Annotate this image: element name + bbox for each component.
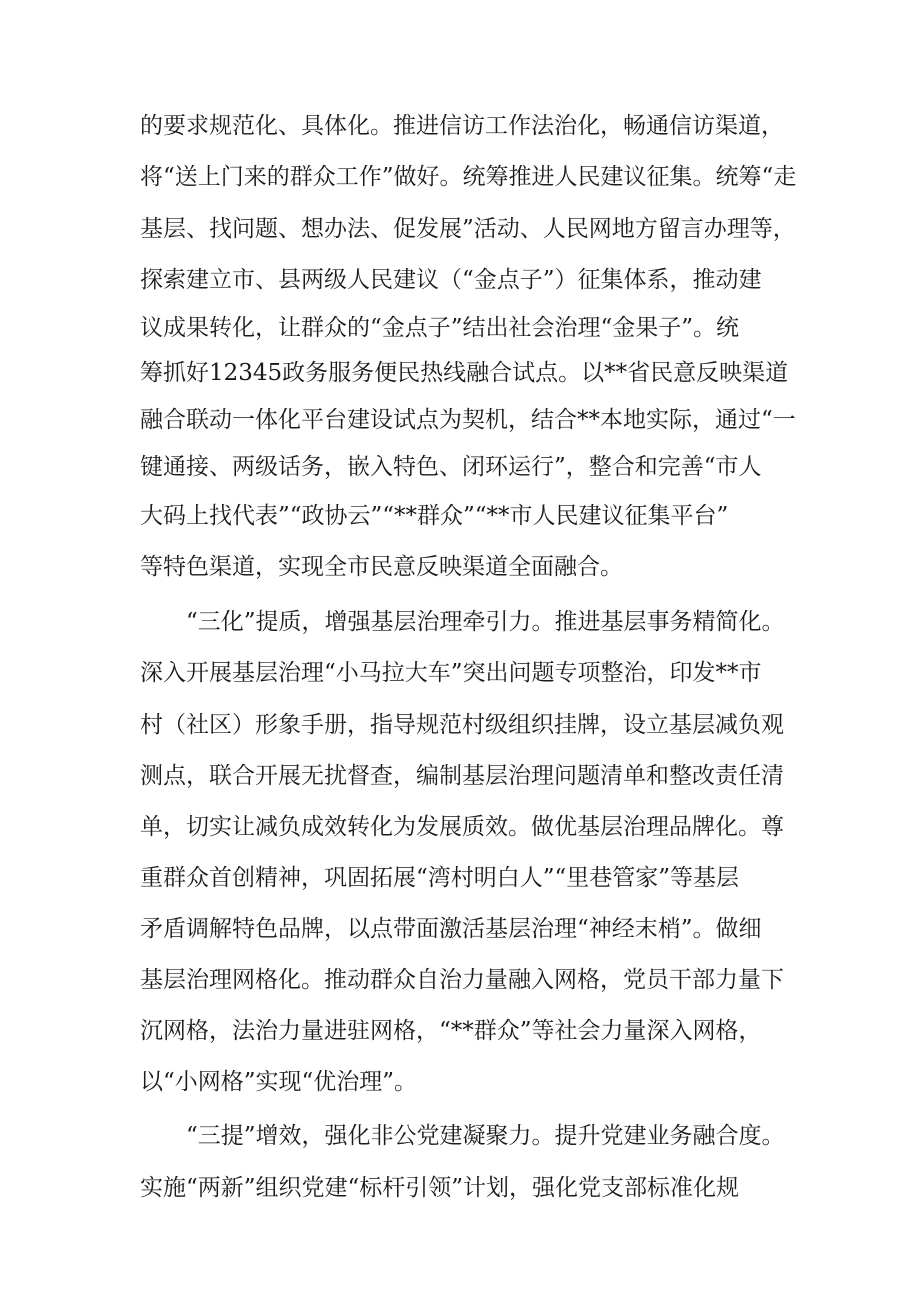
text-line: 重群众首创精神，巩固拓展“湾村明白人”“里巷管家”等基层 bbox=[140, 865, 740, 891]
text-line: 大码上找代表”“政协云”“**群众”“**市人民建议征集平台” bbox=[140, 503, 729, 529]
text-line: 村（社区）形象手册，指导规范村级组织挂牌，设立基层减负观 bbox=[140, 712, 784, 738]
text-line: 矛盾调解特色品牌，以点带面激活基层治理“神经末梢”。做细 bbox=[140, 916, 762, 942]
text-line: 沉网格，法治力量进驻网格，“**群众”等社会力量深入网格， bbox=[140, 1018, 762, 1044]
text-line: 议成果转化，让群众的“金点子”结出社会治理“金果子”。统 bbox=[140, 315, 740, 341]
paragraph-first-line: “三提”增效，强化非公党建凝聚力。提升党建业务融合度。 bbox=[186, 1123, 785, 1149]
text-line: 探索建立市、县两级人民建议（“金点子”）征集体系，推动建 bbox=[140, 267, 762, 293]
paragraph-first-line: “三化”提质，增强基层治理牵引力。推进基层事务精简化。 bbox=[186, 609, 785, 635]
text-line: 的要求规范化、具体化。推进信访工作法治化，畅通信访渠道， bbox=[140, 113, 784, 139]
text-line: 等特色渠道，实现全市民意反映渠道全面融合。 bbox=[140, 554, 623, 580]
text-line: 深入开展基层治理“小马拉大车”突出问题专项整治，印发**市 bbox=[140, 660, 762, 686]
text-line: 将“送上门来的群众工作”做好。统筹推进人民建议征集。统筹“走 bbox=[140, 164, 797, 190]
text-line: 实施“两新”组织党建“标杆引领”计划，强化党支部标准化规 bbox=[140, 1175, 740, 1201]
text-line: 筹抓好12345政务服务便民热线融合试点。以**省民意反映渠道 bbox=[140, 360, 789, 386]
text-line: 基层、找问题、想办法、促发展”活动、人民网地方留言办理等， bbox=[140, 216, 796, 242]
text-line: 键通接、两级话务，嵌入特色、闭环运行”，整合和完善“市人 bbox=[140, 454, 762, 480]
text-line: 以“小网格”实现“优治理”。 bbox=[140, 1069, 418, 1095]
text-line: 基层治理网格化。推动群众自治力量融入网格，党员干部力量下 bbox=[140, 967, 784, 993]
text-line: 测点，联合开展无扰督查，编制基层治理问题清单和整改责任清 bbox=[140, 763, 784, 789]
text-line: 融合联动一体化平台建设试点为契机，结合**本地实际，通过“一 bbox=[140, 407, 796, 433]
text-line: 单，切实让减负成效转化为发展质效。做优基层治理品牌化。尊 bbox=[140, 814, 784, 840]
